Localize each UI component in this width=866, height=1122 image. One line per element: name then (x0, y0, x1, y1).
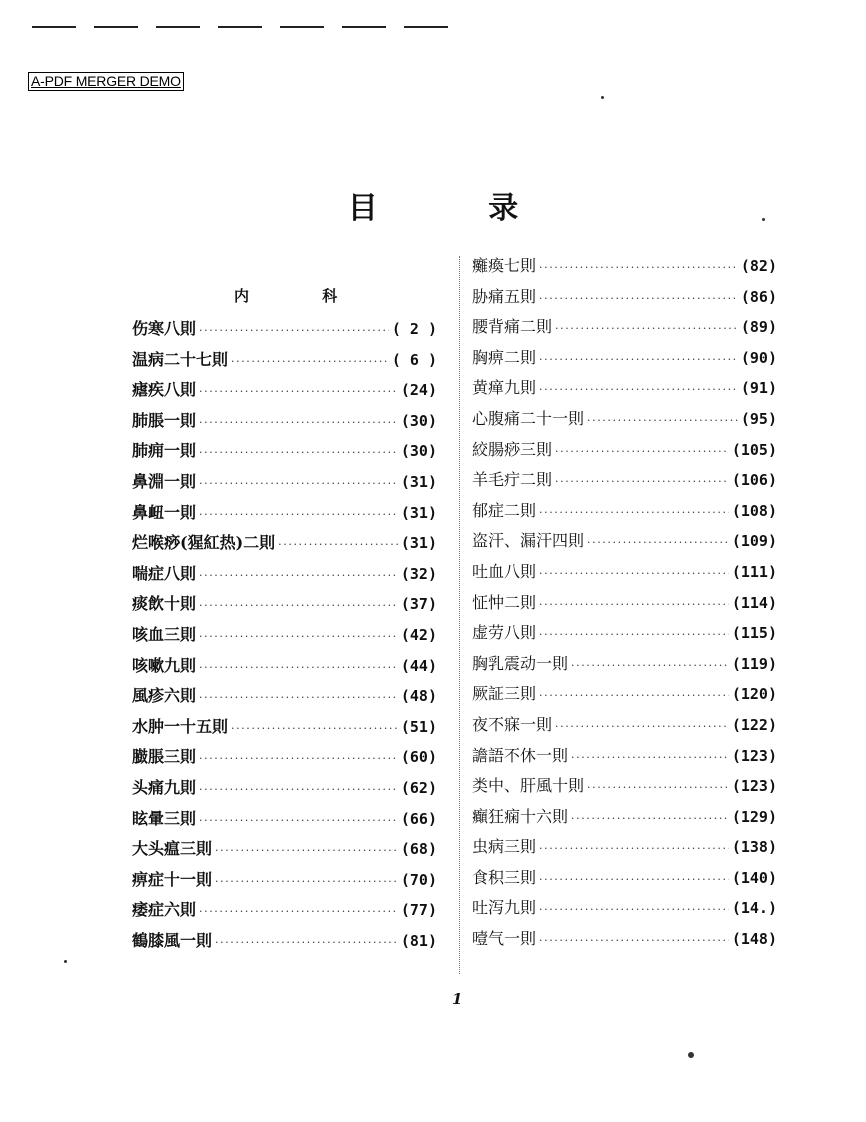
toc-entry-title: 咳嗽九則 (132, 655, 197, 675)
toc-entry-title: 瘧疾八則 (132, 380, 197, 400)
toc-entry (132, 928, 437, 959)
dot-leader (555, 720, 729, 733)
toc-entry-page: (86) (740, 287, 777, 306)
toc-entry (132, 622, 437, 653)
scan-speck (601, 96, 604, 99)
dot-leader (215, 844, 398, 857)
dot-leader (199, 691, 398, 704)
toc-entry-title: 头痛九則 (132, 777, 197, 797)
toc-entry-page: (123) (731, 746, 777, 765)
toc-entry (132, 683, 437, 714)
toc-entry (132, 530, 437, 561)
toc-entry-page: (62) (400, 778, 437, 797)
page-number: 1 (452, 990, 463, 1008)
toc-entry (472, 498, 777, 529)
toc-entry-title: 腰背痛二則 (472, 317, 553, 337)
dot-leader (199, 630, 398, 643)
dot-leader (571, 751, 729, 764)
toc-entry-title: 癲狂痫十六則 (472, 806, 569, 826)
toc-entry (132, 469, 437, 500)
toc-entry-title: 郁症二則 (472, 500, 537, 520)
toc-entry-page: (44) (400, 656, 437, 675)
toc-entry-title: 痿症六則 (132, 900, 197, 920)
toc-entry-page: (111) (731, 562, 777, 581)
toc-entry (472, 559, 777, 590)
dot-leader (539, 567, 729, 580)
toc-entry (132, 775, 437, 806)
toc-entry (472, 651, 777, 682)
toc-entry-page: (31) (400, 503, 437, 522)
toc-entry-title: 胁痛五則 (472, 286, 537, 306)
toc-entry (132, 438, 437, 469)
toc-entry (132, 714, 437, 745)
toc-entry-page: (81) (400, 931, 437, 950)
toc-entry-page: (51) (400, 717, 437, 736)
dot-leader (199, 477, 398, 490)
toc-entry-page: (115) (731, 624, 777, 643)
toc-entry-page: (95) (740, 409, 777, 428)
toc-entry (472, 895, 777, 926)
toc-entry-title: 心腹痛二十一則 (472, 408, 585, 428)
toc-entry (472, 590, 777, 621)
toc-entry-page: (30) (400, 442, 437, 461)
dot-leader (199, 599, 398, 612)
dot-leader (539, 842, 729, 855)
toc-entry-title: 肺痈一則 (132, 441, 197, 461)
toc-entry-title: 臌脹三則 (132, 747, 197, 767)
toc-entry-page: (90) (740, 348, 777, 367)
toc-entry-title: 虫病三則 (472, 837, 537, 857)
toc-entry-page: (30) (400, 411, 437, 430)
toc-entry-page: (68) (400, 840, 437, 859)
dot-leader (571, 812, 729, 825)
toc-entry-title: 咳血三則 (132, 624, 197, 644)
toc-entry (472, 743, 777, 774)
dot-leader (199, 783, 398, 796)
toc-entry-title: 風疹六則 (132, 686, 197, 706)
toc-entry-title: 吐泻九則 (472, 898, 537, 918)
dot-leader (539, 934, 729, 947)
toc-entry (472, 804, 777, 835)
toc-entry-page: (32) (400, 564, 437, 583)
toc-entry (472, 926, 777, 957)
toc-entry (472, 406, 777, 437)
scan-speck (762, 218, 765, 221)
toc-entry (472, 437, 777, 468)
toc-entry-title: 虚劳八則 (472, 623, 537, 643)
toc-entry-title: 肺脹一則 (132, 410, 197, 430)
toc-entry-page: (122) (731, 715, 777, 734)
toc-entry (472, 345, 777, 376)
dot-leader (539, 383, 738, 396)
toc-entry-title: 烂喉痧(猩紅热)二則 (132, 533, 276, 553)
toc-entry-page: (106) (731, 471, 777, 490)
toc-entry (472, 773, 777, 804)
dot-leader (587, 414, 738, 427)
toc-entry (132, 500, 437, 531)
toc-entry-title: 胸痹二則 (472, 347, 537, 367)
toc-entry-page: (14.) (731, 899, 777, 918)
toc-entry-title: 痹症十一則 (132, 869, 213, 889)
toc-entry-title: 伤寒八則 (132, 319, 197, 338)
toc-entry-title: 鼻衄一則 (132, 502, 197, 522)
toc-entry-page: (123) (731, 777, 777, 796)
scan-speck (688, 1052, 694, 1058)
dot-leader (215, 936, 398, 949)
toc-entry (472, 375, 777, 406)
toc-entry-title: 怔忡二則 (472, 592, 537, 612)
toc-entry (132, 867, 437, 898)
toc-entry-page: (140) (731, 868, 777, 887)
dot-leader (539, 873, 729, 886)
toc-entry (132, 806, 437, 837)
section-heading: 内 科 (234, 287, 372, 305)
toc-entry-title: 夜不寐一則 (472, 714, 553, 734)
dot-leader (199, 508, 398, 521)
toc-entry-title: 食积三則 (472, 867, 537, 887)
toc-entry (132, 408, 437, 439)
toc-entry-title: 癱瘓七則 (472, 256, 537, 275)
toc-entry (472, 620, 777, 651)
dot-leader (555, 322, 738, 335)
toc-entry-page: (138) (731, 838, 777, 857)
toc-entry-page: (148) (731, 930, 777, 949)
toc-entry (472, 834, 777, 865)
top-dash-rule (32, 26, 462, 30)
dot-leader (231, 722, 398, 735)
toc-entry-page: (109) (731, 532, 777, 551)
toc-entry (472, 253, 777, 284)
toc-entry-title: 大头瘟三則 (132, 839, 213, 859)
toc-entry-title: 眩暈三則 (132, 808, 197, 828)
dot-leader (199, 324, 389, 337)
toc-left-column (132, 316, 437, 958)
dot-leader (199, 385, 398, 398)
toc-entry-title: 水肿一十五則 (132, 716, 229, 736)
toc-entry-page: ( 6 ) (391, 350, 437, 369)
dot-leader (539, 903, 729, 916)
toc-entry (472, 467, 777, 498)
toc-entry-page: (77) (400, 901, 437, 920)
toc-entry (472, 681, 777, 712)
toc-entry-page: (31) (400, 472, 437, 491)
scan-speck (64, 960, 67, 963)
toc-entry (472, 712, 777, 743)
dot-leader (199, 752, 398, 765)
toc-entry (132, 377, 437, 408)
dot-leader (231, 355, 389, 368)
toc-entry-title: 黄瘅九則 (472, 378, 537, 398)
toc-entry-title: 温病二十七則 (132, 349, 229, 369)
column-divider (459, 256, 461, 974)
dot-leader (539, 261, 738, 274)
toc-entry-page: (89) (740, 318, 777, 337)
dot-leader (555, 445, 729, 458)
dot-leader (539, 628, 729, 641)
toc-entry (132, 591, 437, 622)
toc-entry-title: 盗汗、漏汗四則 (472, 531, 585, 551)
toc-entry-page: (129) (731, 807, 777, 826)
toc-entry-page: (42) (400, 625, 437, 644)
toc-entry-title: 喘症八則 (132, 563, 197, 583)
toc-entry (472, 284, 777, 315)
toc-entry-page: (70) (400, 870, 437, 889)
toc-entry-page: (60) (400, 748, 437, 767)
toc-entry-title: 胸乳震动一則 (472, 653, 569, 673)
toc-entry-title: 鶴膝風一則 (132, 930, 213, 950)
toc-entry-page: (66) (400, 809, 437, 828)
dot-leader (199, 905, 398, 918)
dot-leader (199, 661, 398, 674)
toc-entry (132, 561, 437, 592)
dot-leader (539, 292, 738, 305)
toc-entry (132, 316, 437, 347)
dot-leader (199, 569, 398, 582)
dot-leader (539, 353, 738, 366)
toc-entry-page: (37) (400, 595, 437, 614)
page-title: 目 录 (347, 191, 569, 226)
dot-leader (571, 659, 729, 672)
toc-entry-title: 譫語不休一則 (472, 745, 569, 765)
dot-leader (199, 814, 398, 827)
dot-leader (199, 446, 398, 459)
toc-entry-page: (48) (400, 687, 437, 706)
toc-entry (472, 865, 777, 896)
dot-leader (539, 689, 729, 702)
dot-leader (539, 598, 729, 611)
toc-entry-page: (108) (731, 501, 777, 520)
toc-entry-title: 噎气一則 (472, 929, 537, 949)
toc-entry-title: 羊毛疔二則 (472, 470, 553, 490)
toc-entry (472, 314, 777, 345)
toc-right-column (472, 253, 777, 957)
toc-entry-page: (120) (731, 685, 777, 704)
toc-entry (132, 836, 437, 867)
watermark-banner: A-PDF MERGER DEMO (28, 72, 184, 91)
dot-leader (555, 475, 729, 488)
toc-entry-page: (31) (400, 534, 437, 553)
toc-entry (132, 897, 437, 928)
toc-entry-page: (119) (731, 654, 777, 673)
toc-entry-page: (105) (731, 440, 777, 459)
toc-entry-title: 絞腸痧三則 (472, 439, 553, 459)
toc-entry-page: (82) (740, 257, 777, 275)
toc-entry-title: 类中、肝風十則 (472, 776, 585, 796)
toc-entry (132, 347, 437, 378)
dot-leader (278, 538, 398, 551)
toc-entry-page: (114) (731, 593, 777, 612)
toc-entry (132, 653, 437, 684)
toc-entry-title: 厥証三則 (472, 684, 537, 704)
dot-leader (215, 875, 398, 888)
toc-entry-page: (91) (740, 379, 777, 398)
dot-leader (587, 781, 729, 794)
toc-entry-title: 痰飲十則 (132, 594, 197, 614)
toc-entry (132, 744, 437, 775)
toc-entry-title: 鼻淵一則 (132, 471, 197, 491)
toc-entry-title: 吐血八則 (472, 561, 537, 581)
dot-leader (539, 506, 729, 519)
toc-entry-page: ( 2 ) (391, 320, 437, 338)
dot-leader (199, 416, 398, 429)
dot-leader (587, 536, 729, 549)
toc-entry-page: (24) (400, 381, 437, 400)
toc-entry (472, 528, 777, 559)
